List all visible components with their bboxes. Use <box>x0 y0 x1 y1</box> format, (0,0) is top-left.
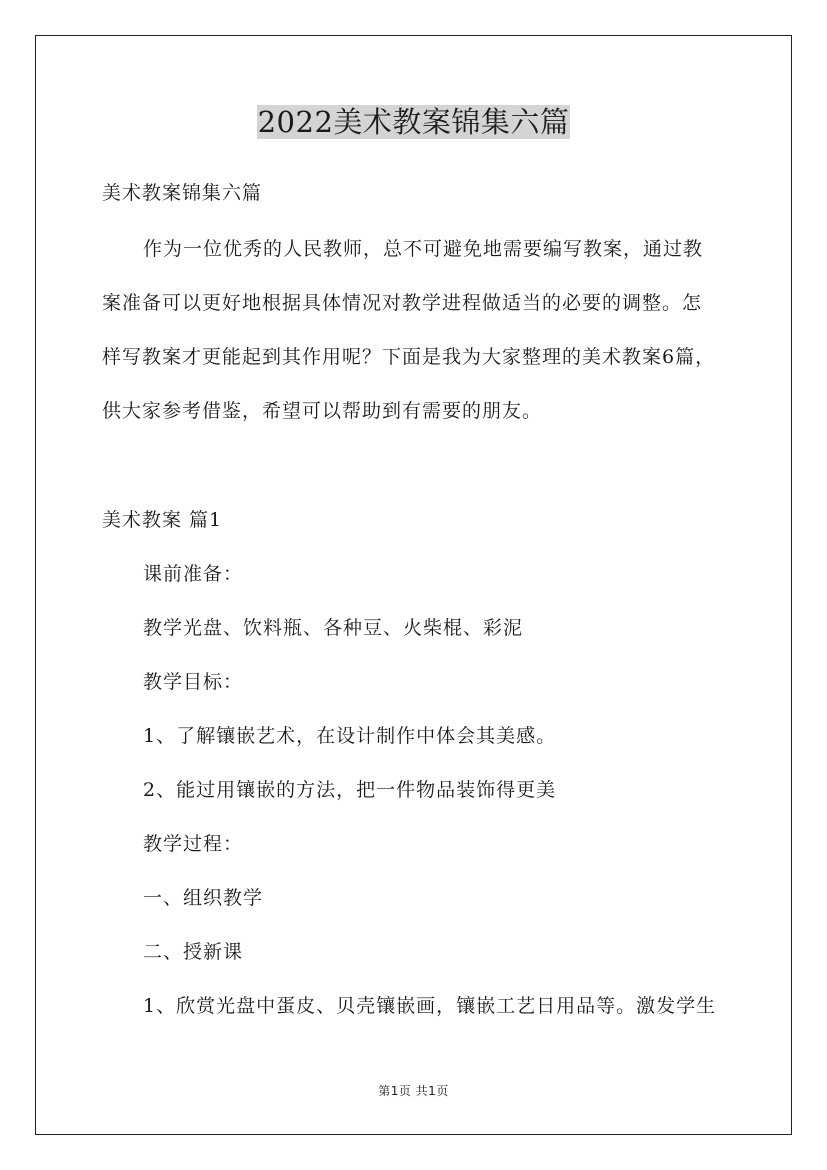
section-line: 二、授新课 <box>143 941 244 963</box>
section-line: 教学过程： <box>143 833 244 855</box>
intro-paragraph-line: 供大家参考借鉴，希望可以帮助到有需要的朋友。 <box>102 400 543 422</box>
document-title <box>0 102 827 142</box>
document-title-text: 2022美术教案锦集六篇 <box>257 105 570 139</box>
section-line: 1、了解镶嵌艺术，在设计制作中体会其美感。 <box>143 725 557 747</box>
intro-paragraph-line: 样写教案才更能起到其作用呢？下面是我为大家整理的美术教案6篇， <box>102 346 716 368</box>
intro-paragraph-line: 案准备可以更好地根据具体情况对教学进程做适当的必要的调整。怎 <box>102 292 703 314</box>
page-footer: 第1页 共1页 <box>378 1084 449 1098</box>
section-heading: 美术教案 篇1 <box>102 509 223 531</box>
section-line: 教学光盘、饮料瓶、各种豆、火柴棍、彩泥 <box>143 617 524 639</box>
intro-paragraph-line: 作为一位优秀的人民教师，总不可避免地需要编写教案，通过教 <box>143 238 704 260</box>
section-line: 2、能过用镶嵌的方法，把一件物品装饰得更美 <box>143 779 557 801</box>
section-line: 教学目标： <box>143 671 244 693</box>
section-line: 课前准备： <box>143 563 244 585</box>
section-line: 一、组织教学 <box>143 887 264 909</box>
subtitle: 美术教案锦集六篇 <box>102 182 263 204</box>
section-line: 1、欣赏光盘中蛋皮、贝壳镶嵌画，镶嵌工艺日用品等。激发学生 <box>143 995 717 1017</box>
